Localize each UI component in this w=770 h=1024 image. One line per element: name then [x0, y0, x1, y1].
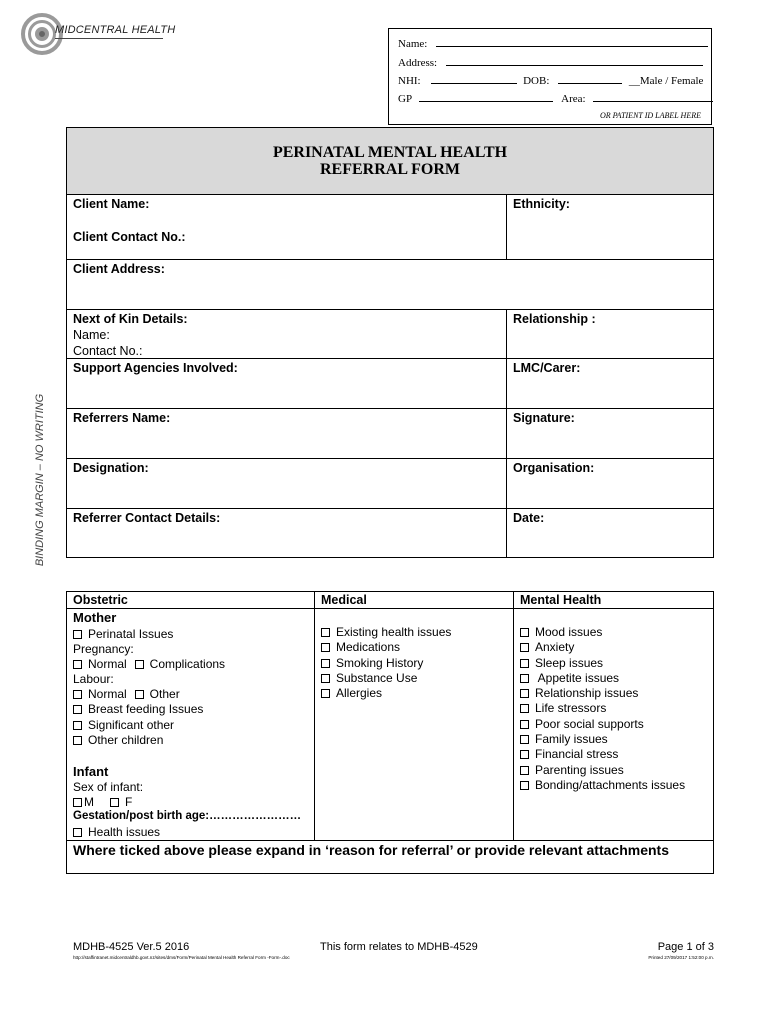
row-divider [66, 508, 714, 509]
checkbox[interactable] [73, 721, 82, 730]
mental-item[interactable]: Family issues [520, 732, 685, 747]
checkbox[interactable] [73, 736, 82, 745]
next-of-kin-label: Next of Kin Details: [73, 312, 188, 326]
medical-item[interactable]: Substance Use [321, 671, 451, 686]
pregnancy-label: Pregnancy: [73, 642, 134, 656]
mental-item[interactable]: Relationship issues [520, 686, 685, 701]
mental-item[interactable]: Appetite issues [520, 671, 685, 686]
footer-doc-code: MDHB-4525 Ver.5 2016 [73, 941, 190, 953]
checkbox[interactable] [321, 689, 330, 698]
pregnancy-options [73, 657, 225, 671]
labour-options [73, 687, 180, 701]
checkbox[interactable] [520, 628, 529, 637]
binding-margin-text: BINDING MARGIN – NO WRITING [34, 393, 46, 567]
checkbox[interactable] [110, 798, 119, 807]
patient-area-line[interactable] [593, 92, 713, 102]
expand-divider [66, 840, 714, 841]
medical-item[interactable]: Existing health issues [321, 625, 451, 640]
footer-printed: Printed 27/09/2017 1:52:00 p.m. [648, 955, 714, 960]
logo-underline [55, 38, 163, 39]
checkbox[interactable] [520, 766, 529, 775]
gestation-label: Gestation/post birth age:…………………… [73, 810, 302, 822]
row-divider [66, 259, 714, 260]
checkbox[interactable] [135, 660, 144, 669]
header-divider [66, 608, 714, 609]
patient-dob-line[interactable] [558, 74, 622, 84]
significant-other-item[interactable]: Significant other [73, 718, 174, 732]
logo-text: MIDCENTRAL HEALTH [55, 24, 176, 36]
mental-item[interactable]: Poor social supports [520, 717, 685, 732]
footer-page: Page 1 of 3 [657, 941, 714, 953]
checkbox[interactable] [73, 630, 82, 639]
client-address-label: Client Address: [73, 262, 165, 276]
breast-feeding-item[interactable]: Breast feeding Issues [73, 702, 203, 716]
infant-heading: Infant [73, 764, 109, 779]
logo-ring-inner [35, 27, 49, 41]
lmc-carer-label: LMC/Carer: [513, 361, 581, 375]
patient-label-note: OR PATIENT ID LABEL HERE [599, 111, 701, 120]
client-name-label: Client Name: [73, 197, 150, 211]
patient-area-label: Area: [561, 93, 586, 105]
checkbox[interactable] [520, 659, 529, 668]
patient-gp-line[interactable] [419, 92, 553, 102]
patient-gp-label: GP [398, 93, 412, 105]
expand-note: Where ticked above please expand in ‘reason for referral’ or provide relevant attachments [73, 842, 669, 858]
support-agencies-label: Support Agencies Involved: [73, 361, 238, 375]
obstetric-header: Obstetric [73, 593, 128, 607]
mental-item[interactable]: Bonding/attachments issues [520, 778, 685, 793]
signature-label: Signature: [513, 411, 575, 425]
other-children-item[interactable]: Other children [73, 733, 163, 747]
patient-name-label: Name: [398, 38, 428, 50]
normal-option: Normal [88, 657, 127, 671]
mother-heading: Mother [73, 610, 117, 625]
checkbox[interactable] [73, 690, 82, 699]
checkbox[interactable] [321, 659, 330, 668]
column-divider [506, 194, 507, 259]
referrers-name-label: Referrers Name: [73, 411, 171, 425]
column-divider [314, 591, 315, 840]
perinatal-issues-item[interactable]: Perinatal Issues [73, 627, 173, 641]
designation-label: Designation: [73, 461, 149, 475]
mental-health-list [520, 625, 685, 793]
medical-list [321, 625, 451, 701]
mental-item[interactable]: Mood issues [520, 625, 685, 640]
checkbox[interactable] [520, 735, 529, 744]
checkbox[interactable] [321, 628, 330, 637]
checkbox[interactable] [520, 689, 529, 698]
mental-item[interactable]: Financial stress [520, 747, 685, 762]
mental-item[interactable]: Life stressors [520, 701, 685, 716]
patient-address-line[interactable] [446, 56, 703, 66]
mental-item[interactable]: Parenting issues [520, 763, 685, 778]
date-label: Date: [513, 511, 545, 525]
medical-item[interactable]: Smoking History [321, 656, 451, 671]
health-issues-item[interactable]: Health issues [73, 825, 160, 839]
form-title-line1: PERINATAL MENTAL HEALTH [272, 144, 508, 161]
nok-name-label: Name: [73, 328, 110, 342]
other-option: Other [149, 687, 180, 701]
patient-name-line[interactable] [436, 37, 708, 47]
form-title-line2: REFERRAL FORM [320, 161, 460, 178]
checkbox[interactable] [135, 690, 144, 699]
row-divider [66, 194, 714, 195]
sex-of-infant-label: Sex of infant: [73, 780, 144, 794]
male-option: M [84, 795, 94, 809]
checkbox[interactable] [73, 798, 82, 807]
patient-dob-label: DOB: [523, 75, 550, 87]
organisation-label: Organisation: [513, 461, 595, 475]
checkbox[interactable] [520, 643, 529, 652]
checkbox[interactable] [73, 705, 82, 714]
checkbox[interactable] [520, 781, 529, 790]
patient-nhi-line[interactable] [431, 74, 517, 84]
column-divider [513, 591, 514, 840]
checkbox[interactable] [520, 674, 529, 683]
footer-url: http://staffintranet.midcentraldhb.govt.nz/sites/dms/Form/Perinatal Mental Health Referral Form -Form-.doc [73, 955, 290, 960]
mental-item[interactable]: Sleep issues [520, 656, 685, 671]
column-divider [506, 309, 507, 558]
sex-options [73, 795, 132, 809]
row-divider [66, 458, 714, 459]
checkbox[interactable] [520, 704, 529, 713]
mental-item[interactable]: Anxiety [520, 640, 685, 655]
checkbox[interactable] [321, 643, 330, 652]
referrer-contact-label: Referrer Contact Details: [73, 511, 221, 525]
checkbox[interactable] [321, 674, 330, 683]
complications-option: Complications [149, 657, 226, 671]
normal-option: Normal [88, 687, 127, 701]
patient-address-label: Address: [398, 57, 438, 69]
checkbox[interactable] [73, 660, 82, 669]
medical-item[interactable]: Allergies [321, 686, 451, 701]
medical-item[interactable]: Medications [321, 640, 451, 655]
checkbox[interactable] [73, 828, 82, 837]
checkbox[interactable] [520, 720, 529, 729]
footer-relates: This form relates to MDHB-4529 [320, 941, 478, 953]
patient-nhi-label: NHI: [398, 75, 421, 87]
row-divider [66, 309, 714, 310]
row-divider [66, 358, 714, 359]
checkbox[interactable] [520, 750, 529, 759]
relationship-label: Relationship : [513, 312, 596, 326]
medical-header: Medical [321, 593, 367, 607]
ethnicity-label: Ethnicity: [513, 197, 570, 211]
labour-label: Labour: [73, 672, 114, 686]
female-option: F [125, 795, 133, 809]
mental-health-header: Mental Health [520, 593, 602, 607]
nok-contact-label: Contact No.: [73, 344, 143, 358]
patient-label-box [388, 28, 712, 125]
client-contact-label: Client Contact No.: [73, 230, 186, 244]
patient-sex-label: __Male / Female [628, 75, 704, 87]
row-divider [66, 408, 714, 409]
